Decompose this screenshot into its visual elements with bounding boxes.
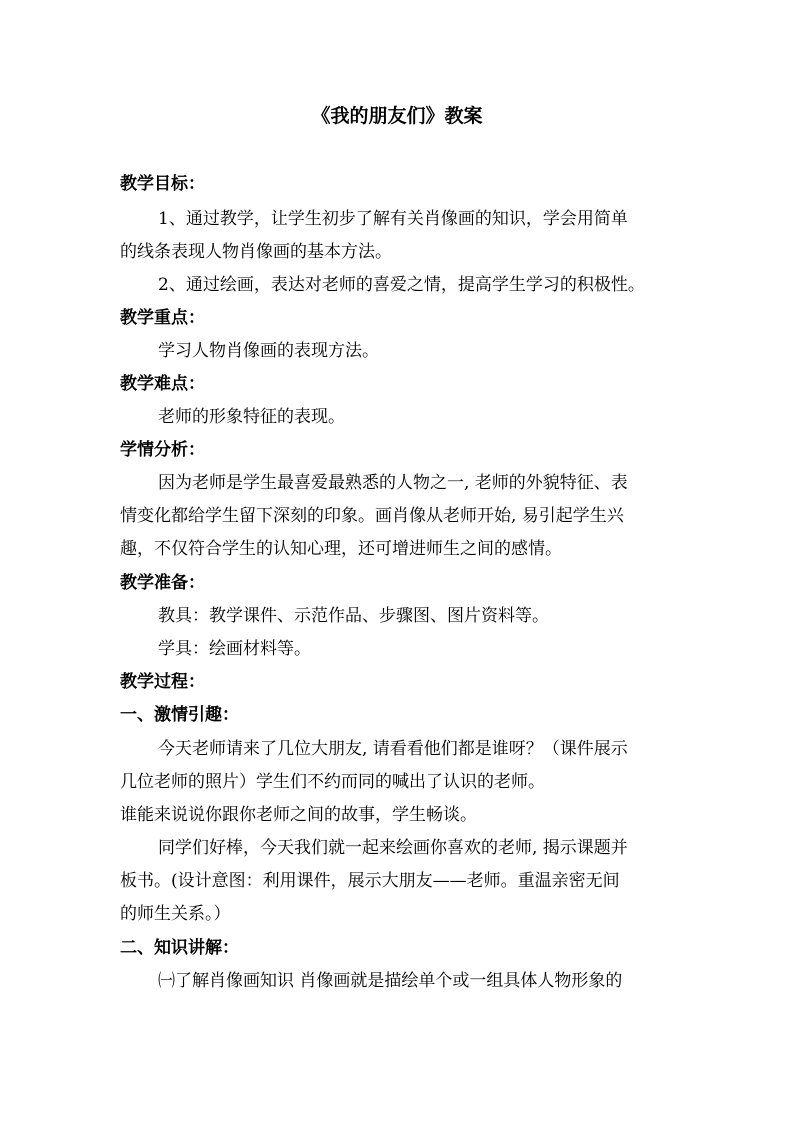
part1-line6: 的师生关系。） (120, 904, 231, 924)
analysis-line2: 情变化都给学生留下深刻的印象。画肖像从老师开始, 易引起学生兴 (120, 506, 624, 526)
difficulty-text: 老师的形象特征的表现。 (158, 407, 345, 427)
document-title: 《我的朋友们》教案 (311, 105, 483, 127)
goals-heading: 教学目标： (120, 174, 205, 194)
prep-teacher-tools: 教具：教学课件、示范作品、步骤图、图片资料等。 (158, 606, 549, 626)
part1-line4: 同学们好棒，今天我们就一起来绘画你喜欢的老师, 揭示课题并 (158, 838, 628, 858)
key-points-heading: 教学重点： (120, 308, 205, 328)
analysis-line1: 因为老师是学生最喜爱最熟悉的人物之一, 老师的外貌特征、表 (158, 473, 628, 493)
part1-line5: 板书。(设计意图：利用课件，展示大朋友——老师。重温亲密无间 (120, 871, 620, 891)
goal1-line2: 的线条表现人物肖像画的基本方法。 (120, 242, 392, 262)
part1-heading: 一、激情引趣： (120, 705, 239, 725)
goal1-line1: 1、通过教学，让学生初步了解有关肖像画的知识，学会用简单 (158, 209, 628, 229)
analysis-line3: 趣，不仅符合学生的认知心理，还可增进师生之间的感情。 (120, 539, 562, 559)
prep-student-tools: 学具：绘画材料等。 (158, 639, 311, 659)
key-points-text: 学习人物肖像画的表现方法。 (158, 341, 379, 361)
part1-line2: 几位老师的照片）学生们不约而同的喊出了认识的老师。 (120, 772, 545, 792)
part1-line1: 今天老师请来了几位大朋友, 请看看他们都是谁呀？（课件展示 (158, 739, 628, 759)
goal2-text: 2、通过绘画，表达对老师的喜爱之情，提高学生学习的积极性。 (158, 275, 645, 295)
part1-line3: 谁能来说说你跟你老师之间的故事，学生畅谈。 (120, 805, 477, 825)
process-heading: 教学过程： (120, 672, 205, 692)
part2-line1: ㈠了解肖像画知识 肖像画就是描绘单个或一组具体人物形象的 (158, 971, 623, 991)
analysis-heading: 学情分析： (120, 440, 205, 460)
prep-heading: 教学准备： (120, 573, 205, 593)
part2-heading: 二、知识讲解： (120, 938, 239, 958)
difficulty-heading: 教学难点： (120, 374, 205, 394)
